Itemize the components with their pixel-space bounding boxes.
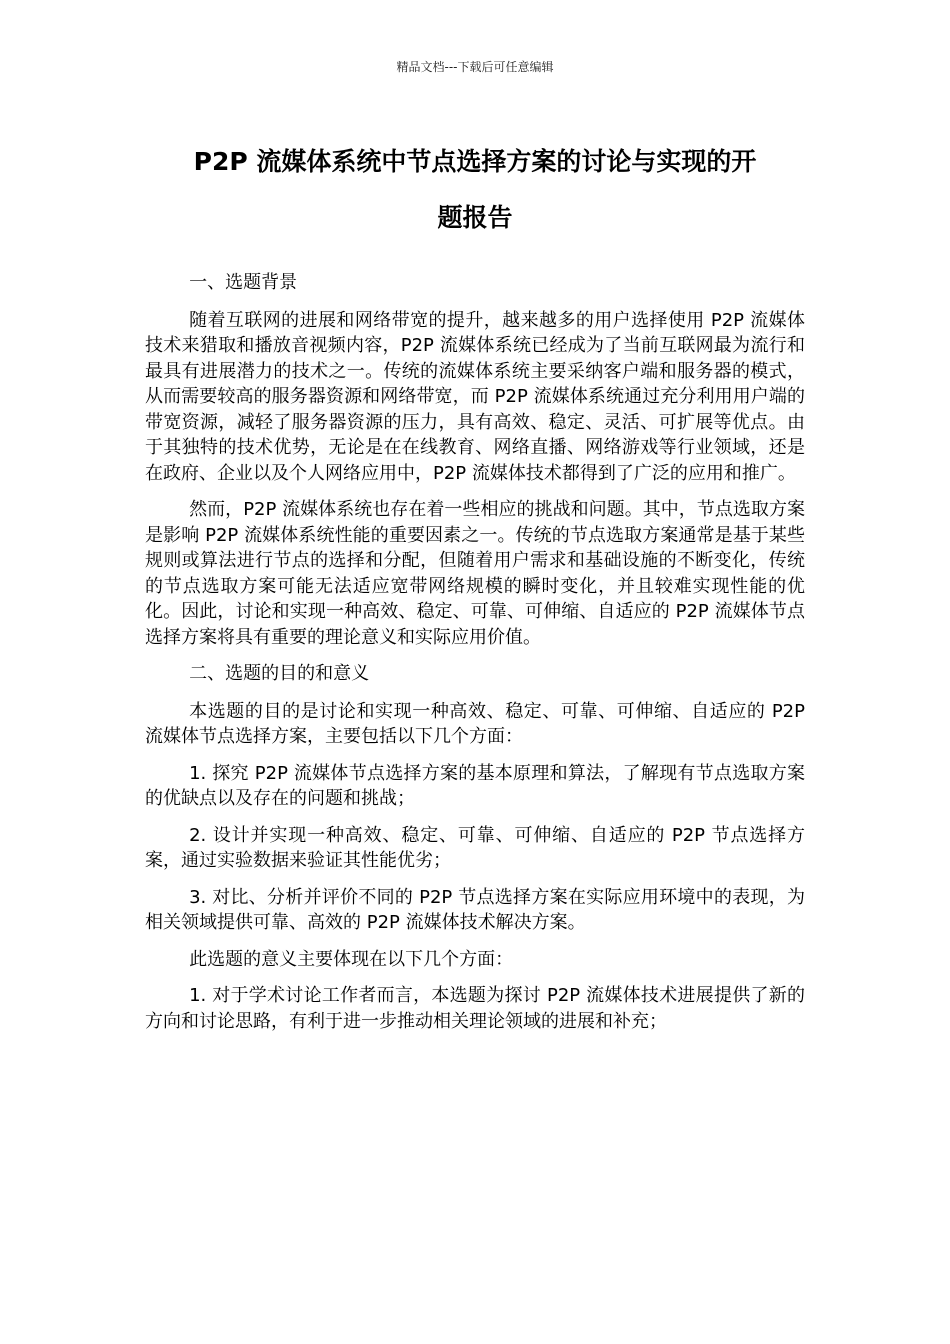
- title-line-1: P2P 流媒体系统中节点选择方案的讨论与实现的开: [193, 147, 757, 176]
- document-title: [145, 134, 805, 246]
- list-item-purpose-3: 3. 对比、分析并评价不同的 P2P 节点选择方案在实际应用环境中的表现，为相关领域提供可靠、高效的 P2P 流媒体技术解决方案。: [145, 886, 805, 933]
- list-item-purpose-1: 1. 探究 P2P 流媒体节点选择方案的基本原理和算法，了解现有节点选取方案的优缺点以及存在的问题和挑战；: [145, 762, 805, 809]
- list-item-purpose-2: 2. 设计并实现一种高效、稳定、可靠、可伸缩、自适应的 P2P 节点选择方案，通过实验数据来验证其性能优劣；: [145, 824, 805, 871]
- header-note: 精品文档---下载后可任意编辑: [396, 60, 554, 74]
- section-heading-background: 一、选题背景: [189, 272, 298, 293]
- paragraph-background-2: 然而，P2P 流媒体系统也存在着一些相应的挑战和问题。其中，节点选取方案是影响 P2P 流媒体系统性能的重要因素之一。传统的节点选取方案通常是基于某些规则或算法进行节点的选择和分配，但随着用户需求和基础设施的不断变化，传统的节点选取方案可能无法适应宽带网络规模的瞬时变化，并且较难实现性能的优化。因此，讨论和实现一种高效、稳定、可靠、可伸缩、自适应的 P2P 流媒体节点选择方案将具有重要的理论意义和实际应用价值。: [145, 499, 805, 648]
- document-body: [145, 270, 805, 1045]
- paragraph-purpose-intro: 本选题的目的是讨论和实现一种高效、稳定、可靠、可伸缩、自适应的 P2P 流媒体节点选择方案，主要包括以下几个方面：: [145, 700, 805, 747]
- title-line-2: 题报告: [437, 203, 513, 232]
- section-heading-purpose: 二、选题的目的和意义: [189, 663, 370, 684]
- paragraph-background-1: 随着互联网的进展和网络带宽的提升，越来越多的用户选择使用 P2P 流媒体技术来猎取和播放音视频内容，P2P 流媒体系统已经成为了当前互联网最为流行和最具有进展潜力的技术之一。传统的流媒体系统主要采纳客户端和服务器的模式，从而需要较高的服务器资源和网络带宽，而 P2P 流媒体系统通过充分利用用户端的带宽资源，减轻了服务器资源的压力，具有高效、稳定、灵活、可扩展等优点。由于其独特的技术优势，无论是在在线教育、网络直播、网络游戏等行业领域，还是在政府、企业以及个人网络应用中，P2P 流媒体技术都得到了广泛的应用和推广。: [145, 309, 805, 484]
- list-item-significance-1: 1. 对于学术讨论工作者而言，本选题为探讨 P2P 流媒体技术进展提供了新的方向和讨论思路，有利于进一步推动相关理论领域的进展和补充；: [145, 985, 805, 1032]
- paragraph-significance-intro: 此选题的意义主要体现在以下几个方面：: [189, 948, 514, 970]
